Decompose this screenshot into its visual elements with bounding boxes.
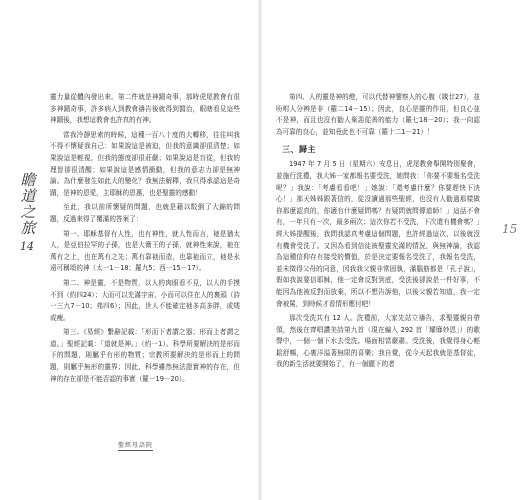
section-heading: 三、歸主 — [282, 145, 316, 155]
left-page — [0, 0, 258, 500]
paragraph: 靈力量從體內發出來。第二件就是神蹟奇事，那時虎尾教會有很多神蹟奇事，許多病人到教會禱告後就得到醫治，眼瞎看見這些神蹟後，我想這教會也許真的有神。 — [50, 93, 240, 125]
side-title-calligraphy: 瞻道之旅 — [18, 172, 37, 236]
paragraph: 第二、神是靈，不是物質，以人的肉眼看不見，以人的手摸不到（約四24）；大而可以充滿宇宙，小而可以住在人的裏頭（詩一三九7－10；弗四6）；因此，世人不能確定祂多高多胖，或矮或瘦。 — [50, 278, 240, 322]
paragraph: 那次受洗共有 12 人。洗禮前，大家先站立禱告，求聖靈親自帶領，然後在齊唱讚美詩第九首（現在編入 292 首「耀靡妙恩」）的歌聲中，一個一個下水去受洗。場面相當嚴肅。受洗後，我覺得身心輕鬆舒暢，心裏洋溢著無限的喜樂；我自覺，從今天起我就是基督徒，我的新生活就要開始了，有一個顯下的者 — [276, 314, 480, 369]
footer-stamp: 聖經母語院 — [118, 442, 154, 449]
paragraph: 第四、人的靈是神的燈，可以代替神鑒察人的心腹（箴廿27），並吩咐人分辨是非（羅二14－15）；因此，良心是靈的作用，但良心並不是神，而且也沒有勸人棄惡從善的能力（羅七18－20）；我一向認為可靠的良心，並知竟此也不可靠（羅十二1－21）！ — [276, 93, 480, 136]
left-page-body — [50, 92, 240, 388]
paragraph: 第一、耶穌基督有人性，也有神性，就人性而言，祂是猶太人，是亞伯拉罕的子孫，也是大衛王的子孫，就神性來說，祂在萬有之上，也在萬有之先；萬有靠祂而造，也靠祂而立，祂是永遠可稱頌的神（太一1－18；羅九5；西一15－17）。 — [50, 229, 240, 273]
paragraph: 當我冷靜思索的時候，這種一百八十度的大轉移，往往叫我不得不懷疑我自己：如果說這是被迫，但我的意識卻很清楚；如果說這是輕視，但我的態度卻很莊嚴；如果說這是盲從，但我的理智卻很清醒；如果說這是感情衝動，但我的意志力卻是無神論。為什麼發生如此大的變化？我無法解釋，我只得承認這是奇蹟，是神的恩愛，主耶穌的恩惠，也是聖靈的感動！ — [50, 130, 240, 197]
left-page-number: 14 — [20, 240, 34, 253]
right-page-body — [276, 92, 480, 374]
paragraph: 1947 年 7 月 5 日（星期六）安息日，虎尾教會舉開特別聚會，並施行洗禮，我大姊一家都報名要受洗，她問我：「你要不要報名受洗呢？」我說：「考慮看看吧！」她說：「還考慮什麼？你要趕快下決心！」那天姊姊跟著信的，從沒讀過那些聖經，也沒有人勸過那樣做你那麼認真的，你適有什麼疑問嗎？有疑問就問傳道師！」這話不會有，一年只有一次，最多兩次；這次你若不受洗，下次還有機會嗎？」經大姊提醒後，我問我認真考慮這個問題，也許經過這次，以後就沒有機會受洗了。又因為看到信徒被聖靈充滿的情況，與無神論，我認為這種信仰存有接受的價值，於是決定要報名受洗了，我報名受洗，並未徵得父母的同意，因我我父親非常固執，滿腦筋都是「孔子說」，假如我說要信耶穌，他一定會反對到底，受洗後卻說是一件好事，不能因為他被反對而放棄，所以不想告訴他，以後父親若知道，我一定會被罵，到時候才看情形應付吧！ — [276, 160, 480, 308]
right-page-number: 15 — [502, 222, 518, 236]
paragraph: 至此，我以前所懷疑的問題，也就是藉以駁倒了大錦的問題，反過來得了覆滿的答案了： — [50, 203, 240, 223]
paragraph: 第三、《易經》繫辭記載：「形而下者謂之器；形而上者謂之道。」聖經記載：「道就是神。」（約一1）。科學所要解決的是形而下的問題，則屬乎有形的物質；宗教所要解決的是形而上的問題，則屬乎無形的靈界；因此，科學雖然無法證實神的存在，但神的存在卻是不能否認的事實（羅一19－20）。 — [50, 328, 240, 383]
right-page — [262, 0, 520, 500]
side-title-block — [12, 172, 42, 253]
